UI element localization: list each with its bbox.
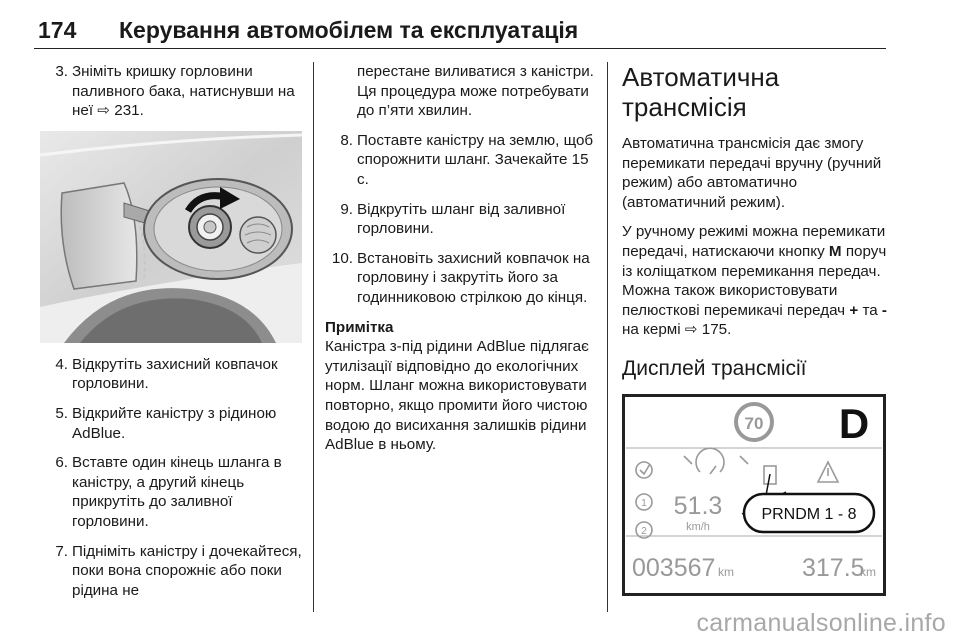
column-divider [313, 62, 314, 612]
steps-list-bottom [40, 355, 302, 601]
step-item [325, 200, 595, 239]
gear-indicator: D [838, 399, 870, 447]
trip-value: 317.5 [802, 553, 865, 582]
step-text: Відкрийте каністру з рідиною AdBlue. [72, 404, 277, 442]
odometer-unit: km [718, 564, 734, 579]
page-ref-icon: ⇨ [97, 102, 111, 120]
page-ref[interactable]: 231. [114, 102, 144, 120]
step-item [40, 404, 302, 443]
gear-selector-text: PRNDM 1 - 8 [761, 505, 857, 523]
step-number: 5. [55, 404, 68, 422]
step-text: Поставте каністру на землю, щоб спорожнити шланг. Зачекайте 15 с. [357, 131, 594, 188]
step-text: Встановіть захисний ковпачок на горловину і закрутіть його за годинниковою стрілкою до кінця. [357, 249, 590, 306]
fuel-flap-illustration [40, 131, 302, 343]
step-number: 9. [340, 200, 353, 218]
watermark: carmanualsonline.info [696, 609, 946, 637]
step-number: 4. [55, 355, 68, 373]
key-label: M [828, 242, 842, 260]
note-title: Примітка [325, 318, 394, 336]
column-divider [607, 62, 608, 612]
step-item [40, 453, 302, 531]
page-number: 174 [38, 17, 77, 43]
page-ref[interactable]: 175. [701, 321, 732, 339]
trip-unit: km [860, 564, 876, 579]
step-text: Відкрутіть шланг від заливної горловини. [357, 200, 566, 238]
paragraph-text: поруч із коліщатком перемикання передач. Можна також використовувати пелюсткові перемикачі передач [622, 242, 887, 319]
step-text: Підніміть каністру і дочекайтеся, поки вона спорожніє або поки рідина не [72, 542, 302, 599]
step-item [325, 249, 595, 308]
column-3 [622, 62, 892, 596]
speed-unit: km/h [686, 520, 710, 533]
transmission-display-illustration [622, 394, 886, 596]
step-number: 8. [340, 131, 353, 149]
steps-list-top [40, 62, 302, 121]
page-ref-icon: ⇨ [684, 321, 698, 339]
column-2 [325, 62, 595, 465]
minus-label: - [881, 301, 887, 319]
step-item [325, 131, 595, 190]
step-text: Зніміть кришку горловини паливного бака, натиснувши на неї [72, 63, 295, 120]
step-text: Відкрутіть захисний ковпачок горловини. [72, 355, 278, 393]
paragraph [622, 222, 892, 340]
step-number: 10. [331, 249, 353, 267]
plus-label: + [849, 301, 859, 319]
paragraph-text: У ручному режимі можна перемикати передачі, натискаючи кнопку [622, 223, 886, 260]
step-number: 3. [55, 63, 68, 80]
page-header [34, 12, 886, 49]
step-item [40, 542, 302, 601]
step-item [40, 355, 302, 394]
note-text: Каністра з-під рідини AdBlue підлягає утилізації відповідно до екологічних норм. Шланг можна використовувати повторно, якщо промити його чистою водою до висихання залишків рідини AdBlue в ньому. [325, 338, 589, 454]
step-number: 7. [55, 542, 68, 560]
odometer-value: 003567 [632, 553, 716, 582]
running-title: Керування автомобілем та експлуатація [119, 17, 579, 43]
side-icon-number: 2 [641, 525, 647, 537]
paragraph: Автоматична трансмісія дає змогу перемикати передачі вручну (ручний режим) або автоматично (автоматичний режим). [622, 135, 882, 211]
paragraph-text: та [862, 301, 878, 319]
step-item [40, 62, 302, 121]
steps-list-continued [325, 131, 595, 308]
subsection-heading: Дисплей трансмісії [622, 356, 807, 380]
side-icon-number: 1 [641, 497, 647, 509]
speed-limit-value: 70 [744, 413, 764, 433]
paragraph-text: на кермі [622, 321, 681, 339]
column-1 [40, 62, 302, 610]
step-continuation: перестане виливатися з каністри. Ця процедура може потребувати до п’яти хвилин. [357, 63, 594, 120]
speed-value: 51.3 [673, 491, 723, 520]
step-number: 6. [55, 454, 68, 472]
step-text: Вставте один кінець шланга в каністру, а другий кінець прикрутіть до заливної горловини. [72, 454, 282, 530]
section-heading: Автоматична трансмісія [622, 62, 780, 122]
